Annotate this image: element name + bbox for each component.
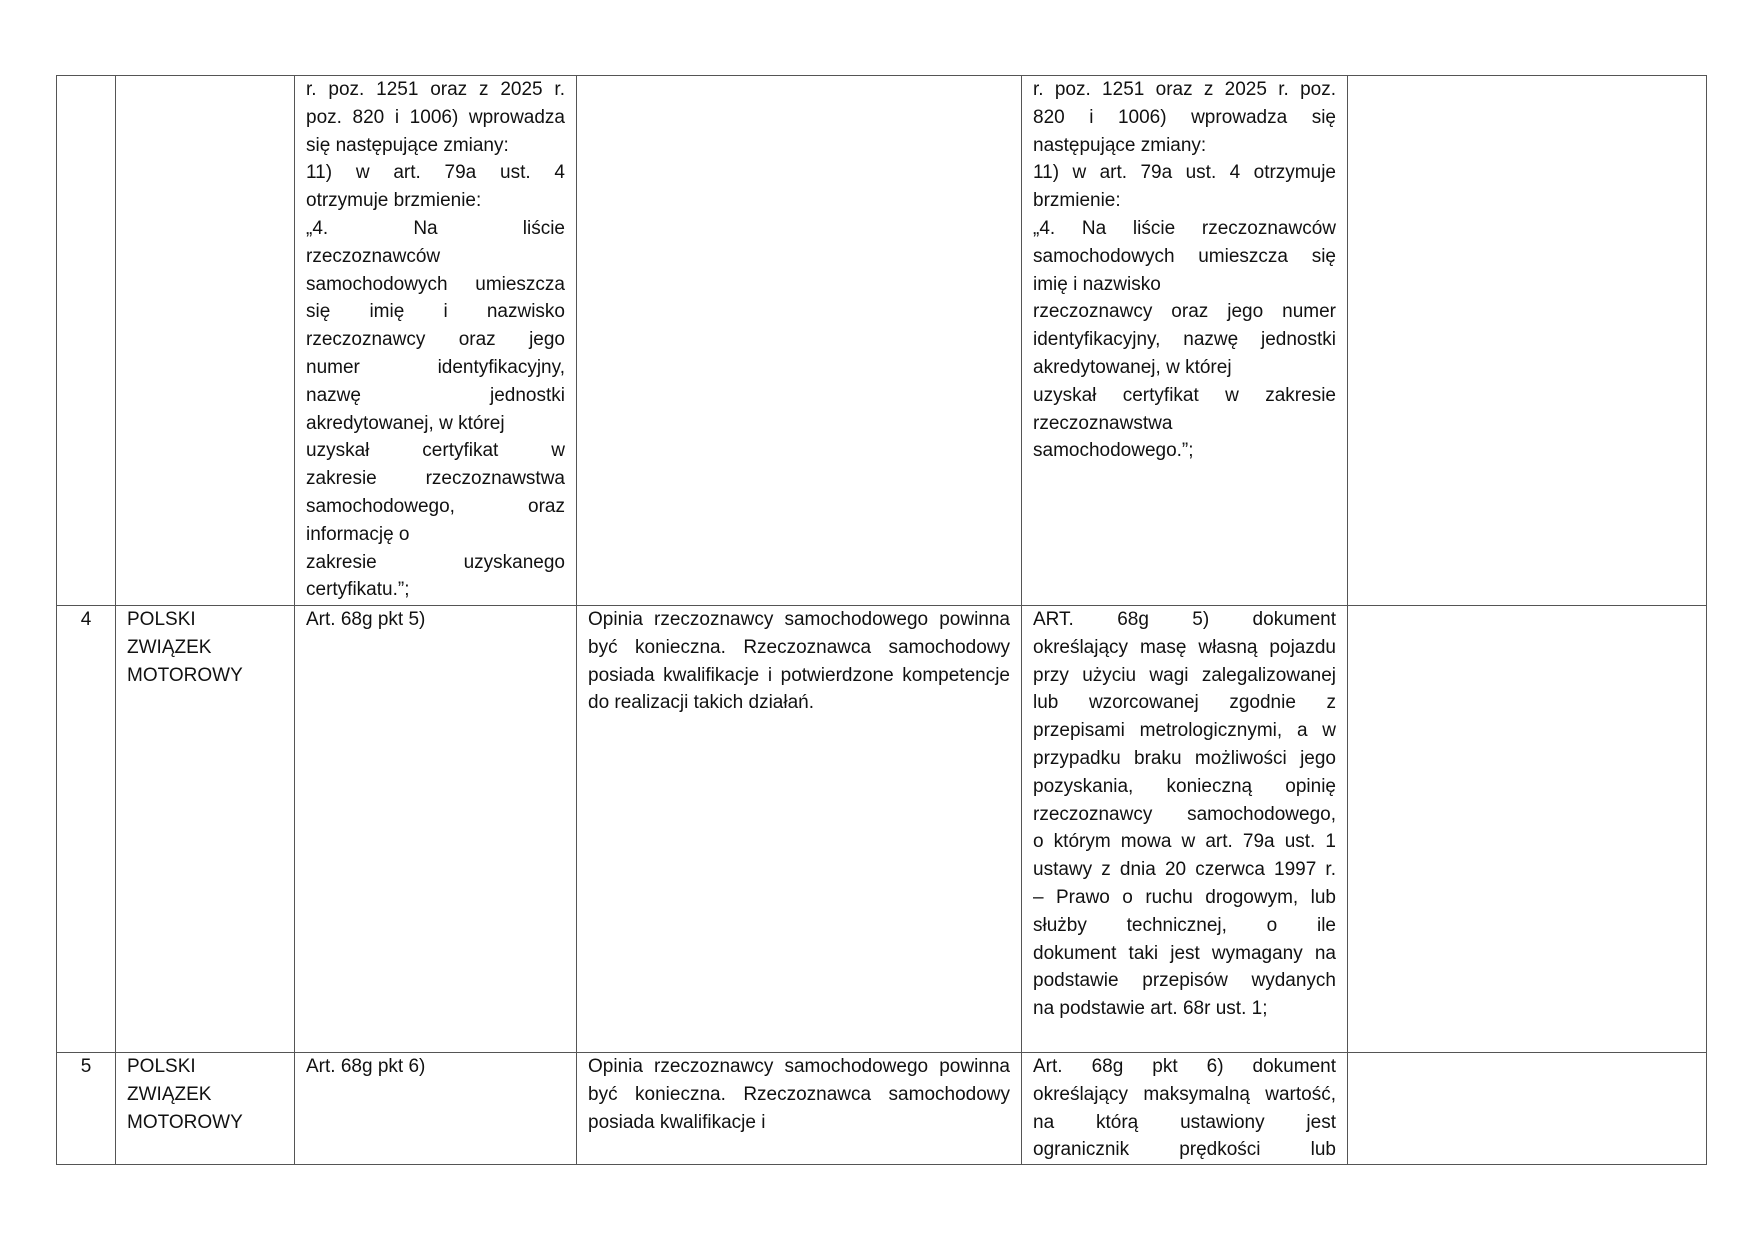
text-line: służby technicznej, o ile bbox=[1033, 914, 1336, 936]
text-line: ogranicznik prędkości lub bbox=[1033, 1139, 1336, 1161]
remark-cell bbox=[577, 76, 1022, 606]
text-line: 820 i 1006) wprowadza się bbox=[1033, 106, 1336, 128]
text-line: MOTOROWY bbox=[127, 1111, 243, 1133]
text-line: numer identyfikacyjny, bbox=[306, 356, 565, 378]
proposal-cell bbox=[1022, 1053, 1348, 1165]
text-line: certyfikatu.”; bbox=[306, 579, 410, 601]
text-line: podstawie przepisów wydanych bbox=[1033, 970, 1336, 992]
text-line: imię i nazwisko bbox=[1033, 273, 1161, 295]
provision-cell bbox=[295, 76, 577, 606]
text-line: identyfikacyjny, nazwę jednostki bbox=[1033, 329, 1336, 351]
remark-text: Opinia rzeczoznawcy samochodowego powinna być konieczna. Rzeczoznawca samochodowy posiada kwalifikacje i bbox=[588, 1056, 1010, 1133]
text-line: przepisami metrologicznymi, a w bbox=[1033, 720, 1336, 742]
response-cell bbox=[1348, 606, 1707, 1053]
text-line: się następujące zmiany: bbox=[306, 134, 509, 156]
row-number-cell bbox=[57, 1053, 116, 1165]
text-line: 11) w art. 79a ust. 4 otrzymuje bbox=[1033, 162, 1336, 184]
text-line: następujące zmiany: bbox=[1033, 134, 1207, 156]
text-line: uzyskał certyfikat w bbox=[306, 440, 565, 462]
text-line: POLSKI bbox=[127, 1056, 196, 1077]
table-row bbox=[57, 606, 1707, 1053]
response-cell bbox=[1348, 1053, 1707, 1165]
text-line: zakresie rzeczoznawstwa bbox=[306, 468, 565, 490]
text-line: na którą ustawiony jest bbox=[1033, 1111, 1336, 1133]
text-line: informację o bbox=[306, 523, 410, 545]
text-line: Art. 68g pkt 6) bbox=[306, 1056, 426, 1077]
text-line: – Prawo o ruchu drogowym, lub bbox=[1033, 886, 1336, 908]
provision-cell bbox=[295, 1053, 577, 1165]
text-line: Art. 68g pkt 5) bbox=[306, 609, 426, 630]
row-number: 5 bbox=[80, 1056, 92, 1077]
text-line: MOTOROWY bbox=[127, 664, 243, 686]
text-line: akredytowanej, w której bbox=[1033, 356, 1232, 378]
remark-text: Opinia rzeczoznawcy samochodowego powinna być konieczna. Rzeczoznawca samochodowy posiada kwalifikacje i potwierdzone kompetencje do realizacji takich działań. bbox=[588, 609, 1010, 714]
text-line: „4. Na liście bbox=[306, 217, 565, 239]
text-line: o którym mowa w art. 79a ust. 1 bbox=[1033, 831, 1336, 853]
text-line: się imię i nazwisko bbox=[306, 301, 565, 323]
text-line: określający masę własną pojazdu bbox=[1033, 636, 1336, 658]
text-line: przypadku braku możliwości jego bbox=[1033, 747, 1336, 769]
text-line: brzmienie: bbox=[1033, 190, 1121, 212]
text-line: określający maksymalną wartość, bbox=[1033, 1083, 1336, 1105]
text-line: ustawy z dnia 20 czerwca 1997 r. bbox=[1033, 859, 1336, 881]
organization-cell bbox=[116, 76, 295, 606]
text-line: rzeczoznawcy oraz jego bbox=[306, 329, 565, 351]
text-line: akredytowanej, w której bbox=[306, 412, 505, 434]
table-row bbox=[57, 76, 1707, 606]
text-line: Art. 68g pkt 6) dokument bbox=[1033, 1056, 1336, 1077]
text-line: samochodowego.”; bbox=[1033, 440, 1194, 462]
text-line: samochodowych umieszcza się bbox=[1033, 245, 1336, 267]
text-line: dokument taki jest wymagany na bbox=[1033, 942, 1336, 964]
text-line: zakresie uzyskanego bbox=[306, 551, 565, 573]
text-line: uzyskał certyfikat w zakresie bbox=[1033, 384, 1336, 406]
text-line: nazwę jednostki bbox=[306, 384, 565, 406]
text-line: POLSKI bbox=[127, 609, 196, 630]
text-line: ART. 68g 5) dokument bbox=[1033, 609, 1336, 630]
provision-cell bbox=[295, 606, 577, 1053]
text-line: rzeczoznawcy samochodowego, bbox=[1033, 803, 1336, 825]
text-line: pozyskania, konieczną opinię bbox=[1033, 775, 1336, 797]
text-line: ZWIĄZEK bbox=[127, 1083, 212, 1105]
text-line: poz. 820 i 1006) wprowadza bbox=[306, 106, 565, 128]
text-line: 11) w art. 79a ust. 4 bbox=[306, 162, 565, 184]
organization-cell bbox=[116, 1053, 295, 1165]
text-line: lub wzorcowanej zgodnie z bbox=[1033, 692, 1336, 714]
organization-cell bbox=[116, 606, 295, 1053]
row-number-cell bbox=[57, 76, 116, 606]
text-line: ZWIĄZEK bbox=[127, 636, 212, 658]
comments-table bbox=[56, 75, 1707, 1165]
remark-cell bbox=[577, 606, 1022, 1053]
table-row bbox=[57, 1053, 1707, 1165]
text-line: samochodowego, oraz bbox=[306, 495, 565, 517]
text-line: samochodowych umieszcza bbox=[306, 273, 565, 295]
response-cell bbox=[1348, 76, 1707, 606]
text-line: na podstawie art. 68r ust. 1; bbox=[1033, 998, 1268, 1020]
text-line: r. poz. 1251 oraz z 2025 r. poz. bbox=[1033, 79, 1336, 100]
text-line: „4. Na liście rzeczoznawców bbox=[1033, 217, 1336, 239]
remark-cell bbox=[577, 1053, 1022, 1165]
proposal-cell bbox=[1022, 606, 1348, 1053]
text-line: rzeczoznawców bbox=[306, 245, 441, 267]
row-number: 4 bbox=[80, 609, 92, 630]
text-line: otrzymuje brzmienie: bbox=[306, 190, 482, 212]
text-line: r. poz. 1251 oraz z 2025 r. bbox=[306, 79, 565, 100]
text-line: rzeczoznawcy oraz jego numer bbox=[1033, 301, 1336, 323]
text-line: przy użyciu wagi zalegalizowanej bbox=[1033, 664, 1336, 686]
row-number-cell bbox=[57, 606, 116, 1053]
text-line: rzeczoznawstwa bbox=[1033, 412, 1173, 434]
proposal-cell bbox=[1022, 76, 1348, 606]
